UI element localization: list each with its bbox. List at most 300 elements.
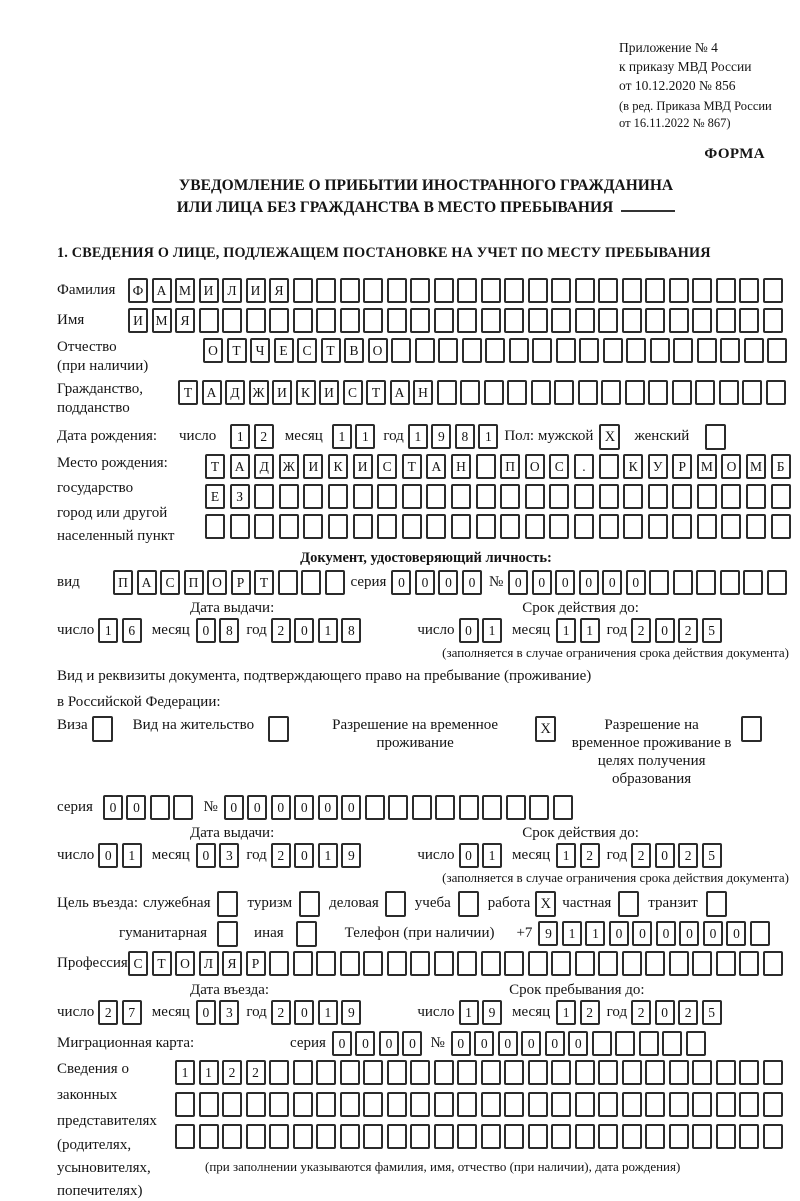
form-cell[interactable] (645, 278, 665, 303)
form-cell[interactable] (598, 278, 618, 303)
form-cell[interactable] (743, 570, 763, 595)
form-cell[interactable] (763, 951, 783, 976)
form-cell[interactable]: И (353, 454, 373, 479)
form-cell[interactable] (150, 795, 170, 820)
form-cell[interactable] (410, 278, 430, 303)
form-cell[interactable]: И (246, 278, 266, 303)
form-cell[interactable] (434, 278, 454, 303)
form-cell[interactable] (426, 514, 446, 539)
form-cell[interactable] (767, 570, 787, 595)
form-cell[interactable]: 0 (391, 570, 411, 595)
form-cell[interactable]: 0 (341, 795, 361, 820)
form-cell[interactable] (622, 308, 642, 333)
form-cell[interactable]: 9 (538, 921, 558, 946)
form-cell[interactable] (476, 514, 496, 539)
form-cell[interactable]: 2 (580, 843, 600, 868)
visa-checkbox[interactable] (92, 716, 113, 742)
form-cell[interactable] (669, 308, 689, 333)
form-cell[interactable]: 9 (341, 1000, 361, 1025)
form-cell[interactable]: А (137, 570, 157, 595)
form-cell[interactable]: О (203, 338, 223, 363)
form-cell[interactable]: 1 (482, 843, 502, 868)
form-cell[interactable]: Д (254, 454, 274, 479)
form-cell[interactable]: С (297, 338, 317, 363)
purpose-private-checkbox[interactable] (618, 891, 639, 917)
form-cell[interactable]: Т (254, 570, 274, 595)
form-cell[interactable]: О (207, 570, 227, 595)
form-cell[interactable] (410, 1124, 430, 1149)
form-cell[interactable] (669, 1124, 689, 1149)
form-cell[interactable]: А (230, 454, 250, 479)
form-cell[interactable] (301, 570, 321, 595)
form-cell[interactable]: 0 (459, 618, 479, 643)
form-cell[interactable]: О (368, 338, 388, 363)
form-cell[interactable] (575, 951, 595, 976)
form-cell[interactable]: 1 (332, 424, 352, 449)
form-cell[interactable] (578, 380, 598, 405)
form-cell[interactable]: Л (222, 278, 242, 303)
form-cell[interactable] (599, 484, 619, 509)
form-cell[interactable] (551, 1092, 571, 1117)
form-cell[interactable] (645, 1092, 665, 1117)
form-cell[interactable] (716, 1092, 736, 1117)
purpose-business-checkbox[interactable] (385, 891, 406, 917)
form-cell[interactable]: 0 (508, 570, 528, 595)
form-cell[interactable] (363, 1060, 383, 1085)
form-cell[interactable]: А (390, 380, 410, 405)
form-cell[interactable]: 1 (562, 921, 582, 946)
form-cell[interactable] (716, 308, 736, 333)
form-cell[interactable] (426, 484, 446, 509)
form-cell[interactable]: А (152, 278, 172, 303)
form-cell[interactable]: О (525, 454, 545, 479)
form-cell[interactable] (601, 380, 621, 405)
form-cell[interactable] (459, 795, 479, 820)
form-cell[interactable]: 0 (459, 843, 479, 868)
form-cell[interactable]: 1 (556, 618, 576, 643)
form-cell[interactable] (254, 484, 274, 509)
form-cell[interactable]: П (184, 570, 204, 595)
form-cell[interactable]: 9 (482, 1000, 502, 1025)
form-cell[interactable] (438, 338, 458, 363)
form-cell[interactable] (457, 951, 477, 976)
form-cell[interactable] (575, 1060, 595, 1085)
form-cell[interactable]: 0 (568, 1031, 588, 1056)
form-cell[interactable] (457, 1092, 477, 1117)
form-cell[interactable] (377, 514, 397, 539)
form-cell[interactable] (692, 308, 712, 333)
form-cell[interactable]: 0 (379, 1031, 399, 1056)
form-cell[interactable] (719, 380, 739, 405)
form-cell[interactable]: Т (152, 951, 172, 976)
form-cell[interactable]: 1 (318, 843, 338, 868)
form-cell[interactable]: 1 (230, 424, 250, 449)
form-cell[interactable] (481, 1060, 501, 1085)
form-cell[interactable] (476, 454, 496, 479)
form-cell[interactable] (303, 514, 323, 539)
form-cell[interactable] (553, 795, 573, 820)
form-cell[interactable]: 0 (98, 843, 118, 868)
form-cell[interactable]: 0 (294, 1000, 314, 1025)
form-cell[interactable]: 1 (408, 424, 428, 449)
form-cell[interactable]: 0 (579, 570, 599, 595)
form-cell[interactable] (528, 1060, 548, 1085)
form-cell[interactable]: О (721, 454, 741, 479)
form-cell[interactable] (598, 951, 618, 976)
form-cell[interactable] (771, 514, 791, 539)
form-cell[interactable]: 5 (702, 843, 722, 868)
form-cell[interactable]: 0 (532, 570, 552, 595)
form-cell[interactable]: 0 (196, 618, 216, 643)
form-cell[interactable]: 2 (254, 424, 274, 449)
form-cell[interactable]: 8 (219, 618, 239, 643)
form-cell[interactable]: 5 (702, 618, 722, 643)
form-cell[interactable]: 0 (196, 843, 216, 868)
form-cell[interactable]: 0 (703, 921, 723, 946)
form-cell[interactable] (340, 1060, 360, 1085)
purpose-other-checkbox[interactable] (296, 921, 317, 947)
form-cell[interactable] (504, 1060, 524, 1085)
form-cell[interactable] (598, 308, 618, 333)
form-cell[interactable]: 1 (98, 618, 118, 643)
form-cell[interactable]: 0 (451, 1031, 471, 1056)
form-cell[interactable]: 2 (631, 618, 651, 643)
form-cell[interactable] (716, 1060, 736, 1085)
form-cell[interactable] (246, 1092, 266, 1117)
form-cell[interactable]: . (574, 454, 594, 479)
form-cell[interactable] (739, 951, 759, 976)
form-cell[interactable] (692, 1092, 712, 1117)
form-cell[interactable] (363, 308, 383, 333)
form-cell[interactable]: 0 (462, 570, 482, 595)
form-cell[interactable] (549, 514, 569, 539)
form-cell[interactable] (509, 338, 529, 363)
form-cell[interactable] (716, 1124, 736, 1149)
purpose-work-checkbox[interactable]: X (535, 891, 556, 917)
form-cell[interactable]: Ч (250, 338, 270, 363)
form-cell[interactable] (598, 1092, 618, 1117)
purpose-transit-checkbox[interactable] (706, 891, 727, 917)
form-cell[interactable]: 3 (219, 843, 239, 868)
form-cell[interactable]: К (296, 380, 316, 405)
form-cell[interactable] (598, 1124, 618, 1149)
form-cell[interactable] (697, 514, 717, 539)
form-cell[interactable] (696, 570, 716, 595)
form-cell[interactable] (410, 951, 430, 976)
form-cell[interactable] (551, 308, 571, 333)
form-cell[interactable] (415, 338, 435, 363)
form-cell[interactable] (669, 951, 689, 976)
form-cell[interactable] (340, 308, 360, 333)
form-cell[interactable] (649, 570, 669, 595)
form-cell[interactable] (750, 921, 770, 946)
form-cell[interactable] (599, 514, 619, 539)
form-cell[interactable] (763, 1060, 783, 1085)
form-cell[interactable]: К (328, 454, 348, 479)
form-cell[interactable] (672, 380, 692, 405)
form-cell[interactable] (771, 484, 791, 509)
form-cell[interactable] (615, 1031, 635, 1056)
form-cell[interactable] (623, 514, 643, 539)
form-cell[interactable]: У (648, 454, 668, 479)
form-cell[interactable] (746, 484, 766, 509)
form-cell[interactable] (173, 795, 193, 820)
form-cell[interactable] (254, 514, 274, 539)
form-cell[interactable] (457, 1060, 477, 1085)
form-cell[interactable]: 5 (702, 1000, 722, 1025)
form-cell[interactable] (316, 1124, 336, 1149)
form-cell[interactable] (316, 308, 336, 333)
purpose-tourism-checkbox[interactable] (299, 891, 320, 917)
form-cell[interactable] (504, 308, 524, 333)
form-cell[interactable] (434, 1092, 454, 1117)
form-cell[interactable] (222, 1124, 242, 1149)
form-cell[interactable]: Т (366, 380, 386, 405)
form-cell[interactable] (230, 514, 250, 539)
form-cell[interactable]: Я (175, 308, 195, 333)
form-cell[interactable] (481, 951, 501, 976)
form-cell[interactable] (435, 795, 455, 820)
form-cell[interactable]: Я (222, 951, 242, 976)
form-cell[interactable]: Т (178, 380, 198, 405)
form-cell[interactable] (697, 484, 717, 509)
form-cell[interactable] (434, 1060, 454, 1085)
form-cell[interactable]: С (377, 454, 397, 479)
form-cell[interactable]: 0 (626, 570, 646, 595)
form-cell[interactable] (626, 338, 646, 363)
form-cell[interactable] (402, 484, 422, 509)
form-cell[interactable] (669, 278, 689, 303)
form-cell[interactable] (669, 1092, 689, 1117)
form-cell[interactable] (269, 308, 289, 333)
form-cell[interactable] (387, 278, 407, 303)
form-cell[interactable]: 7 (122, 1000, 142, 1025)
form-cell[interactable] (340, 951, 360, 976)
form-cell[interactable]: 0 (656, 921, 676, 946)
form-cell[interactable] (672, 514, 692, 539)
form-cell[interactable] (528, 951, 548, 976)
sex-female-checkbox[interactable] (705, 424, 726, 450)
form-cell[interactable] (293, 951, 313, 976)
form-cell[interactable] (303, 484, 323, 509)
form-cell[interactable]: Н (451, 454, 471, 479)
purpose-humanitarian-checkbox[interactable] (217, 921, 238, 947)
form-cell[interactable] (551, 1060, 571, 1085)
form-cell[interactable] (500, 514, 520, 539)
form-cell[interactable] (387, 1124, 407, 1149)
form-cell[interactable] (363, 951, 383, 976)
form-cell[interactable]: 0 (726, 921, 746, 946)
form-cell[interactable]: 2 (271, 843, 291, 868)
form-cell[interactable]: 1 (459, 1000, 479, 1025)
form-cell[interactable]: К (623, 454, 643, 479)
form-cell[interactable]: 1 (318, 618, 338, 643)
form-cell[interactable]: И (303, 454, 323, 479)
form-cell[interactable]: 0 (679, 921, 699, 946)
form-cell[interactable] (579, 338, 599, 363)
form-cell[interactable]: П (500, 454, 520, 479)
form-cell[interactable] (293, 308, 313, 333)
form-cell[interactable] (767, 338, 787, 363)
form-cell[interactable]: Р (246, 951, 266, 976)
form-cell[interactable]: 2 (631, 843, 651, 868)
form-cell[interactable] (554, 380, 574, 405)
form-cell[interactable] (686, 1031, 706, 1056)
form-cell[interactable] (451, 484, 471, 509)
form-cell[interactable] (763, 278, 783, 303)
form-cell[interactable] (697, 338, 717, 363)
form-cell[interactable]: 0 (555, 570, 575, 595)
form-cell[interactable]: Ф (128, 278, 148, 303)
form-cell[interactable] (434, 308, 454, 333)
form-cell[interactable] (695, 380, 715, 405)
form-cell[interactable] (639, 1031, 659, 1056)
form-cell[interactable] (592, 1031, 612, 1056)
form-cell[interactable] (476, 484, 496, 509)
form-cell[interactable] (532, 338, 552, 363)
form-cell[interactable]: 0 (103, 795, 123, 820)
form-cell[interactable] (434, 1124, 454, 1149)
form-cell[interactable]: Д (225, 380, 245, 405)
form-cell[interactable] (575, 278, 595, 303)
form-cell[interactable] (622, 1060, 642, 1085)
form-cell[interactable]: 0 (402, 1031, 422, 1056)
form-cell[interactable] (316, 951, 336, 976)
form-cell[interactable] (437, 380, 457, 405)
form-cell[interactable] (763, 308, 783, 333)
form-cell[interactable] (504, 951, 524, 976)
form-cell[interactable] (410, 308, 430, 333)
form-cell[interactable] (531, 380, 551, 405)
form-cell[interactable]: И (319, 380, 339, 405)
form-cell[interactable] (278, 570, 298, 595)
form-cell[interactable] (481, 308, 501, 333)
form-cell[interactable] (673, 338, 693, 363)
form-cell[interactable]: Т (227, 338, 247, 363)
form-cell[interactable] (529, 795, 549, 820)
form-cell[interactable]: С (128, 951, 148, 976)
form-cell[interactable]: В (344, 338, 364, 363)
form-cell[interactable] (199, 1124, 219, 1149)
form-cell[interactable] (279, 484, 299, 509)
form-cell[interactable]: 0 (545, 1031, 565, 1056)
form-cell[interactable]: 8 (341, 618, 361, 643)
form-cell[interactable] (574, 514, 594, 539)
form-cell[interactable] (549, 484, 569, 509)
residence-permit-checkbox[interactable] (268, 716, 289, 742)
form-cell[interactable]: 0 (415, 570, 435, 595)
form-cell[interactable] (746, 514, 766, 539)
form-cell[interactable]: А (202, 380, 222, 405)
form-cell[interactable]: 2 (222, 1060, 242, 1085)
form-cell[interactable]: 3 (219, 1000, 239, 1025)
form-cell[interactable] (387, 1092, 407, 1117)
form-cell[interactable] (650, 338, 670, 363)
form-cell[interactable] (222, 1092, 242, 1117)
form-cell[interactable] (551, 278, 571, 303)
form-cell[interactable] (625, 380, 645, 405)
form-cell[interactable] (662, 1031, 682, 1056)
form-cell[interactable]: 2 (271, 1000, 291, 1025)
form-cell[interactable] (525, 514, 545, 539)
form-cell[interactable] (528, 278, 548, 303)
form-cell[interactable] (763, 1124, 783, 1149)
form-cell[interactable] (645, 1124, 665, 1149)
form-cell[interactable] (481, 1092, 501, 1117)
form-cell[interactable] (739, 1060, 759, 1085)
form-cell[interactable]: 2 (246, 1060, 266, 1085)
form-cell[interactable] (340, 1092, 360, 1117)
form-cell[interactable] (744, 338, 764, 363)
form-cell[interactable] (506, 795, 526, 820)
form-cell[interactable] (363, 1124, 383, 1149)
temp-residence-education-checkbox[interactable] (741, 716, 762, 742)
form-cell[interactable]: Т (321, 338, 341, 363)
form-cell[interactable] (485, 338, 505, 363)
form-cell[interactable] (481, 278, 501, 303)
form-cell[interactable]: 0 (498, 1031, 518, 1056)
form-cell[interactable] (525, 484, 545, 509)
form-cell[interactable] (481, 1124, 501, 1149)
form-cell[interactable]: 0 (474, 1031, 494, 1056)
form-cell[interactable] (293, 1060, 313, 1085)
form-cell[interactable]: Я (269, 278, 289, 303)
form-cell[interactable]: 0 (602, 570, 622, 595)
form-cell[interactable]: Н (413, 380, 433, 405)
form-cell[interactable] (484, 380, 504, 405)
form-cell[interactable] (246, 308, 266, 333)
form-cell[interactable] (504, 1124, 524, 1149)
form-cell[interactable] (293, 1124, 313, 1149)
purpose-study-checkbox[interactable] (458, 891, 479, 917)
form-cell[interactable]: С (343, 380, 363, 405)
form-cell[interactable] (528, 308, 548, 333)
form-cell[interactable] (622, 1092, 642, 1117)
form-cell[interactable] (692, 1060, 712, 1085)
form-cell[interactable]: 8 (455, 424, 475, 449)
form-cell[interactable] (720, 338, 740, 363)
form-cell[interactable]: 0 (655, 618, 675, 643)
form-cell[interactable]: О (175, 951, 195, 976)
form-cell[interactable] (199, 308, 219, 333)
form-cell[interactable] (507, 380, 527, 405)
form-cell[interactable] (451, 514, 471, 539)
form-cell[interactable]: 1 (585, 921, 605, 946)
form-cell[interactable]: 0 (294, 618, 314, 643)
form-cell[interactable] (556, 338, 576, 363)
form-cell[interactable]: И (272, 380, 292, 405)
form-cell[interactable]: 0 (247, 795, 267, 820)
form-cell[interactable]: М (175, 278, 195, 303)
form-cell[interactable] (175, 1124, 195, 1149)
form-cell[interactable]: Л (199, 951, 219, 976)
form-cell[interactable] (716, 951, 736, 976)
form-cell[interactable]: 1 (355, 424, 375, 449)
form-cell[interactable]: 0 (271, 795, 291, 820)
form-cell[interactable] (457, 1124, 477, 1149)
form-cell[interactable] (648, 484, 668, 509)
form-cell[interactable] (363, 278, 383, 303)
form-cell[interactable]: 2 (678, 1000, 698, 1025)
form-cell[interactable] (528, 1092, 548, 1117)
form-cell[interactable]: 2 (678, 618, 698, 643)
form-cell[interactable]: Е (205, 484, 225, 509)
form-cell[interactable] (340, 278, 360, 303)
form-cell[interactable] (645, 308, 665, 333)
form-cell[interactable] (574, 484, 594, 509)
form-cell[interactable] (763, 1092, 783, 1117)
form-cell[interactable]: 0 (438, 570, 458, 595)
